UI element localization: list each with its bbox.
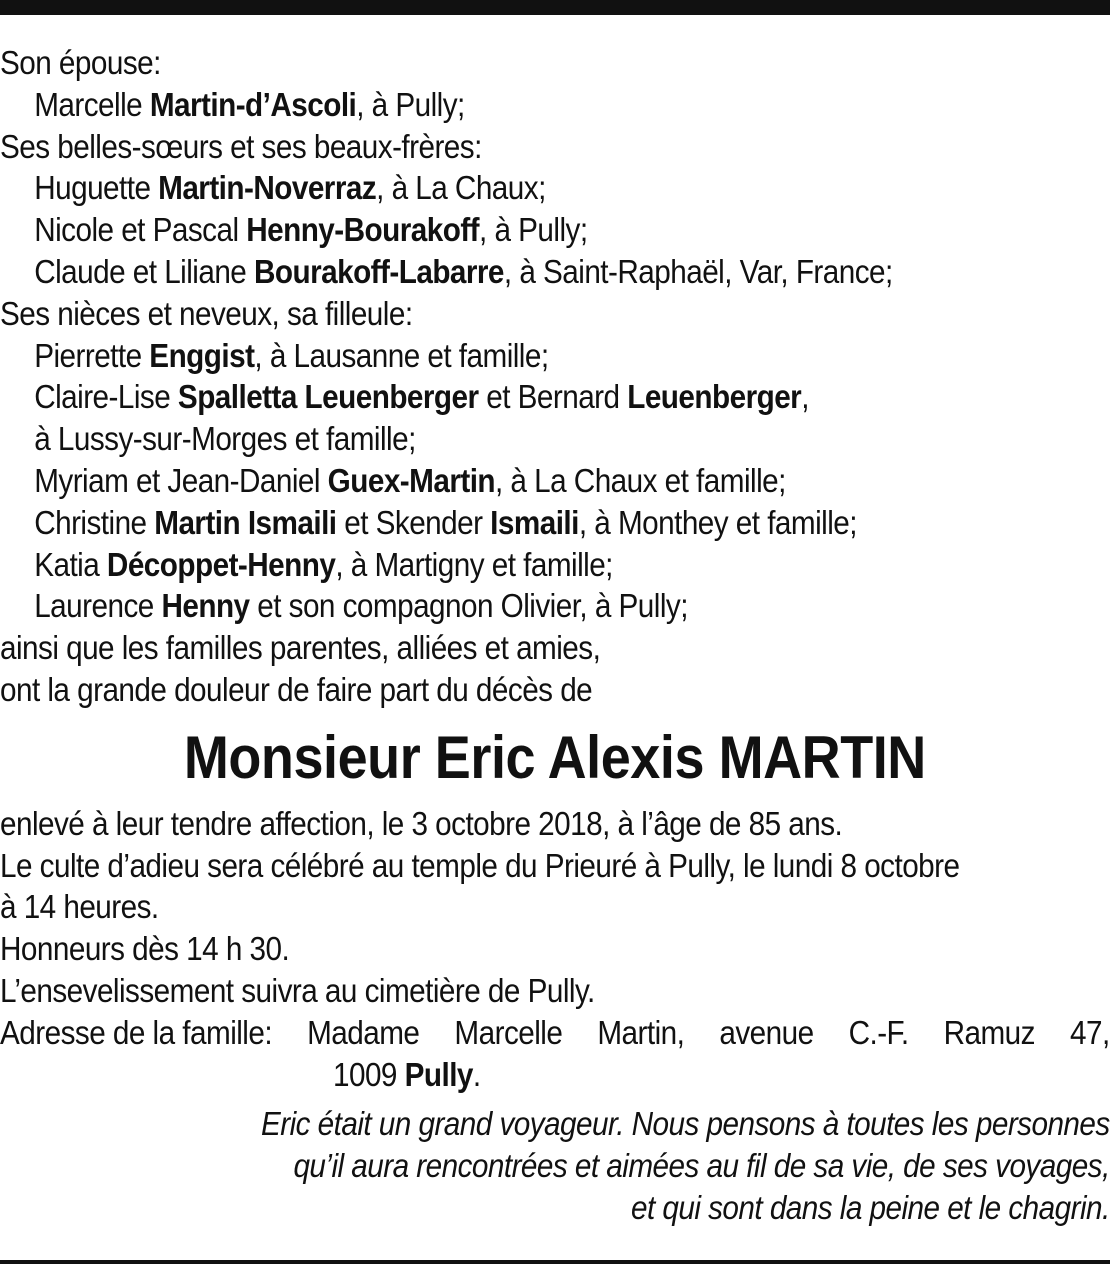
deceased-name: Monsieur Eric Alexis MARTIN	[183, 723, 926, 791]
address-word: 47,	[1069, 1013, 1110, 1051]
quote-line: Eric était un grand voyageur. Nous pensons à toutes les personnes	[260, 1105, 1110, 1143]
service-line: Le culte d’adieu sera célébré au temple du Prieuré à Pully, le lundi 8 octobre	[0, 846, 960, 884]
family-name: Bourakoff-Labarre	[253, 252, 504, 290]
burial-line: L’ensevelissement suivra au cimetière de Pully.	[0, 971, 595, 1009]
closing-line: ont la grande douleur de faire part du décès de	[0, 670, 593, 708]
family-name: Martin-Noverraz	[158, 169, 377, 207]
inlaw-entry: Claude et Liliane Bourakoff-Labarre, à Saint-Raphaël, Var, France;	[34, 252, 893, 290]
niece-entry: Pierrette Enggist, à Lausanne et famille;	[34, 336, 549, 374]
closing-quote	[0, 1103, 1110, 1228]
family-name: Martin Ismaili	[154, 503, 337, 541]
family-name: Martin-d’Ascoli	[149, 85, 357, 123]
family-name: Enggist	[149, 336, 255, 374]
wife-heading: Son épouse:	[0, 44, 161, 81]
family-name: Ismaili	[490, 503, 579, 541]
family-name: Henny-Bourakoff	[246, 211, 480, 249]
inlaw-entry: Huguette Martin-Noverraz, à La Chaux;	[34, 169, 546, 207]
honors-line: Honneurs dès 14 h 30.	[0, 930, 290, 968]
family-name: Leuenberger	[627, 378, 802, 416]
address-word: C.-F.	[848, 1013, 909, 1051]
address-word: Ramuz	[943, 1013, 1035, 1051]
family-name: Spalletta Leuenberger	[177, 378, 479, 416]
address-word: Martin,	[597, 1013, 685, 1051]
nieces-heading: Ses nièces et neveux, sa filleule:	[0, 294, 413, 332]
address-word: avenue	[719, 1013, 814, 1051]
quote-line: et qui sont dans la peine et le chagrin.	[630, 1188, 1110, 1226]
family-name: Henny	[161, 587, 250, 625]
niece-entry: Christine Martin Ismaili et Skender Ismaili, à Monthey et famille;	[34, 503, 857, 541]
bottom-rule	[0, 1260, 1110, 1264]
death-line: enlevé à leur tendre affection, le 3 octobre 2018, à l’âge de 85 ans.	[0, 804, 843, 842]
niece-entry: Katia Décoppet-Henny, à Martigny et famille;	[34, 545, 613, 583]
top-rule	[0, 0, 1110, 15]
service-line: à 14 heures.	[0, 888, 159, 926]
inlaws-heading: Ses belles-sœurs et ses beaux-frères:	[0, 127, 482, 165]
niece-entry-continuation: à Lussy-sur-Morges et famille;	[34, 420, 416, 458]
family-name: Décoppet-Henny	[106, 545, 336, 583]
obituary-notice	[0, 42, 1110, 1229]
inlaw-entry: Nicole et Pascal Henny-Bourakoff, à Pully;	[34, 211, 588, 249]
address-label: Adresse de la famille:	[0, 1013, 273, 1051]
niece-entry: Laurence Henny et son compagnon Olivier, à Pully;	[34, 587, 688, 625]
closing-line: ainsi que les familles parentes, alliées et amies,	[0, 629, 601, 667]
quote-line: qu’il aura rencontrées et aimées au fil de sa vie, de ses voyages,	[293, 1147, 1110, 1185]
family-name: Guex-Martin	[327, 461, 496, 499]
address-word: Marcelle	[454, 1013, 563, 1051]
address-continuation: 1009 Pully.	[333, 1055, 481, 1093]
niece-entry: Claire-Lise Spalletta Leuenberger et Bernard Leuenberger,	[34, 378, 809, 416]
niece-entry: Myriam et Jean-Daniel Guex-Martin, à La Chaux et famille;	[34, 461, 786, 499]
address-line	[0, 1012, 1110, 1054]
wife-entry: Marcelle Martin-d’Ascoli, à Pully;	[34, 85, 465, 123]
address-city: Pully	[404, 1055, 473, 1093]
address-word: Madame	[307, 1013, 420, 1051]
